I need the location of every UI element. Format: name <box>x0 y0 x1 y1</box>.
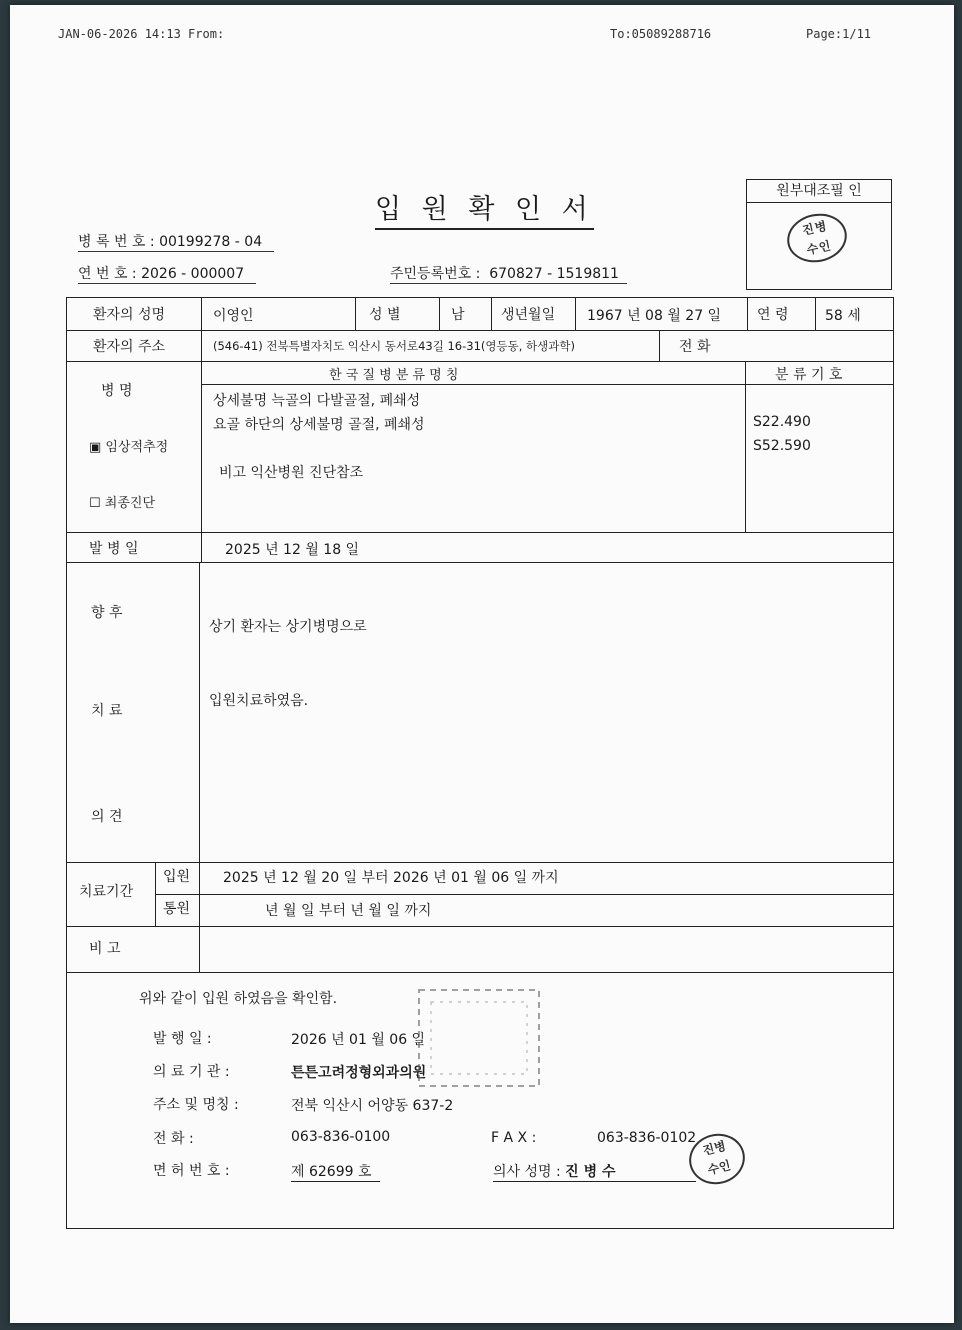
stamp-box-label: 원부대조필 인 <box>747 180 891 203</box>
age-label: 연 령 <box>757 307 789 323</box>
resident-number-label: 주민등록번호 : <box>390 266 481 282</box>
treatment-period-label: 치료기간 <box>79 884 134 900</box>
doctor-seal: 진병 수인 <box>684 1128 750 1190</box>
patient-name-label: 환자의 성명 <box>93 307 166 323</box>
inpatient-period-value: 2025 년 12 월 20 일 부터 2026 년 01 월 06 일 까지 <box>223 870 559 886</box>
clinical-estimate-checkbox: ▣ 임상적추정 <box>89 440 169 455</box>
sex-value: 남 <box>451 307 465 323</box>
diagnosis-label: 병 명 <box>101 383 133 399</box>
issue-date-value: 2026 년 01 월 06 일 <box>291 1032 426 1048</box>
diagnosis-line-2: 요골 하단의 상세불명 골절, 폐쇄성 <box>213 417 425 433</box>
opinion-line-2: 입원치료하였음. <box>209 693 309 709</box>
ward-number-value: 00199278 - 04 <box>159 234 263 250</box>
doctor-name-row <box>493 1161 696 1182</box>
license-value: 제 62699 호 <box>291 1161 380 1182</box>
address-label: 환자의 주소 <box>93 339 166 355</box>
verification-stamp-box <box>746 179 892 290</box>
tel-value: 063-836-0100 <box>291 1129 391 1145</box>
serial-number-row <box>78 263 256 284</box>
code-header: 분 류 기 호 <box>775 367 843 383</box>
fax-label: F A X : <box>491 1130 537 1146</box>
onset-date-label: 발 병 일 <box>89 541 139 557</box>
opinion-line-1: 상기 환자는 상기병명으로 <box>209 619 367 635</box>
diagnosis-code-2: S52.590 <box>753 438 811 454</box>
kcd-header: 한 국 질 병 분 류 명 칭 <box>329 368 459 383</box>
institution-label: 의 료 기 관 : <box>153 1064 230 1080</box>
fax-value: 063-836-0102 <box>597 1130 697 1146</box>
prognosis-label: 향 후 <box>91 605 123 621</box>
address-value: (546-41) 전북특별자치도 익산시 동서로43길 16-31(영등동, 하생과학) <box>213 339 575 353</box>
inpatient-label: 입원 <box>163 869 191 885</box>
birthdate-value: 1967 년 08 월 27 일 <box>587 308 722 324</box>
fax-page-number: Page:1/11 <box>806 27 872 41</box>
serial-number-value: 2026 - 000007 <box>141 266 245 282</box>
diagnosis-line-1: 상세불명 늑골의 다발골절, 폐쇄성 <box>213 393 421 409</box>
treatment-label: 치 료 <box>91 703 123 719</box>
resident-number-row <box>390 263 627 284</box>
document-page <box>10 5 954 1323</box>
institution-seal-stamp <box>409 982 559 1102</box>
issue-date-label: 발 행 일 : <box>153 1031 212 1047</box>
certificate-table <box>66 297 894 1229</box>
doctor-name-label: 의사 성명 : <box>493 1164 561 1180</box>
institution-value: 튼튼고려정형외과의원 <box>291 1065 427 1081</box>
document-title: 입 원 확 인 서 <box>375 187 594 230</box>
fax-sent-stamp: JAN-06-2026 14:13 From: <box>58 27 225 41</box>
final-diagnosis-checkbox: ☐ 최종진단 <box>89 496 156 511</box>
serial-number-label: 연 번 호 : <box>78 266 137 282</box>
resident-number-value: 670827 - 1519811 <box>489 266 619 282</box>
fax-recipient: To:05089288716 <box>610 27 712 41</box>
institution-address-value: 전북 익산시 어양동 637-2 <box>291 1098 454 1114</box>
institution-address-label: 주소 및 명칭 : <box>153 1097 239 1113</box>
remarks-label: 비 고 <box>89 941 121 957</box>
birthdate-label: 생년월일 <box>501 307 556 323</box>
patient-name-value: 이영인 <box>213 308 254 324</box>
confirmation-statement: 위와 같이 입원 하였음을 확인함. <box>139 991 338 1007</box>
tel-label: 전 화 : <box>153 1131 194 1147</box>
outpatient-label: 통원 <box>163 901 191 917</box>
diagnosis-note: 비고 익산병원 진단참조 <box>219 465 364 481</box>
onset-date-value: 2025 년 12 월 18 일 <box>225 542 360 558</box>
outpatient-period-value: 년 월 일 부터 년 월 일 까지 <box>265 903 432 919</box>
phone-label: 전 화 <box>679 339 711 355</box>
license-label: 면 허 번 호 : <box>153 1163 230 1179</box>
ward-number-row <box>78 231 274 252</box>
diagnosis-code-1: S22.490 <box>753 414 811 430</box>
ward-number-label: 병 록 번 호 : <box>78 234 155 250</box>
verification-seal: 진병 수인 <box>783 208 852 267</box>
opinion-label: 의 견 <box>91 809 123 825</box>
sex-label: 성 별 <box>369 307 401 323</box>
doctor-name-value: 진 병 수 <box>565 1164 616 1180</box>
age-value: 58 세 <box>825 308 861 324</box>
